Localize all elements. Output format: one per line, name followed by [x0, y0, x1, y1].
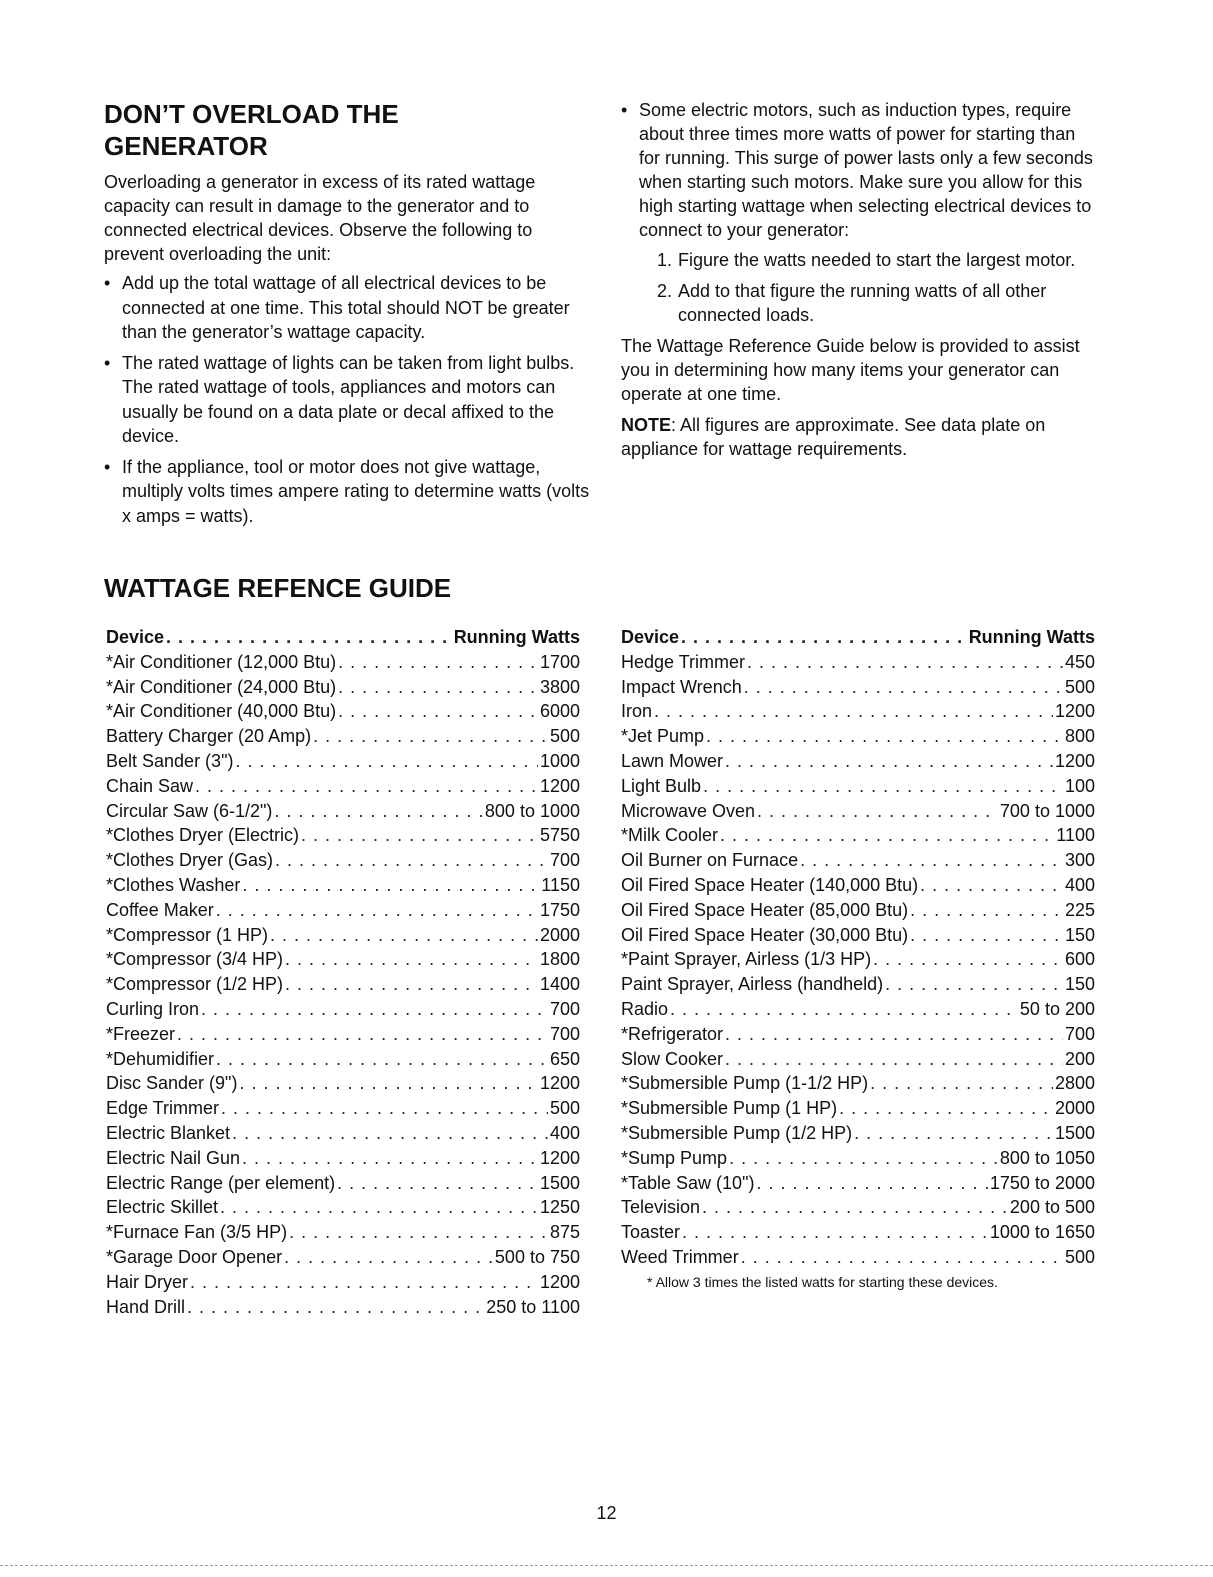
bullet-icon: •	[621, 100, 628, 120]
device-name: *Table Saw (10")	[621, 1172, 755, 1193]
device-name: Curling Iron	[106, 998, 200, 1019]
device-name: Oil Fired Space Heater (85,000 Btu)	[621, 899, 909, 920]
leader-dots	[720, 823, 1054, 848]
leader-dots	[242, 873, 539, 898]
step-item: 2. Add to that figure the running watts of all other connected loads.	[657, 281, 1047, 325]
running-watts: 400	[549, 1122, 580, 1143]
running-watts: 1200	[539, 1073, 580, 1094]
table-row	[621, 650, 1095, 675]
device-name: Oil Burner on Furnace	[621, 850, 799, 871]
leader-dots	[232, 1121, 548, 1146]
leader-dots	[885, 972, 1063, 997]
overload-section-left	[104, 98, 590, 534]
device-name: Electric Nail Gun	[106, 1147, 241, 1168]
leader-dots	[747, 650, 1063, 675]
table-row	[621, 873, 1095, 898]
leader-dots	[301, 823, 538, 848]
table-row	[621, 947, 1095, 972]
running-watts: 700	[549, 850, 580, 871]
running-watts: 800 to 1050	[999, 1147, 1095, 1168]
running-watts: 500	[1064, 1246, 1095, 1267]
leader-dots	[702, 1195, 1008, 1220]
leader-dots	[166, 625, 452, 650]
device-name: Oil Fired Space Heater (30,000 Btu)	[621, 924, 909, 945]
running-watts: 650	[549, 1048, 580, 1069]
table-row	[106, 1245, 580, 1270]
running-watts: 1000 to 1650	[989, 1222, 1095, 1243]
running-watts: 1700	[539, 651, 580, 672]
table-row	[106, 1195, 580, 1220]
device-name: Toaster	[621, 1222, 681, 1243]
device-name: Slow Cooker	[621, 1048, 724, 1069]
table-row	[106, 1121, 580, 1146]
leader-dots	[285, 972, 538, 997]
step-item: 1. Figure the watts needed to start the largest motor.	[657, 250, 1076, 270]
running-watts: 1200	[539, 775, 580, 796]
running-watts: 1500	[1054, 1122, 1095, 1143]
table-row	[106, 1022, 580, 1047]
running-watts: 1500	[539, 1172, 580, 1193]
table-row	[621, 675, 1095, 700]
device-name: Belt Sander (3")	[106, 750, 234, 771]
table-row	[106, 1071, 580, 1096]
running-watts: 800 to 1000	[484, 800, 580, 821]
table-row	[621, 774, 1095, 799]
leader-dots	[744, 675, 1063, 700]
leader-dots	[216, 1047, 548, 1072]
leader-dots	[187, 1295, 484, 1320]
device-name: Impact Wrench	[621, 676, 742, 697]
leader-dots	[741, 1245, 1063, 1270]
note-paragraph	[621, 413, 1099, 461]
device-name: *Compressor (1 HP)	[106, 924, 269, 945]
header-running-watts: Running Watts	[968, 627, 1095, 647]
device-name: Battery Charger (20 Amp)	[106, 726, 312, 747]
section-title	[104, 98, 590, 162]
table-row	[106, 724, 580, 749]
device-name: *Refrigerator	[621, 1023, 724, 1044]
device-name: Hedge Trimmer	[621, 651, 746, 672]
leader-dots	[239, 1071, 538, 1096]
table-row	[621, 898, 1095, 923]
device-name: Coffee Maker	[106, 899, 214, 920]
table-row	[621, 1096, 1095, 1121]
table-row	[621, 724, 1095, 749]
table-row	[621, 1071, 1095, 1096]
device-name: Weed Trimmer	[621, 1246, 739, 1267]
running-watts: 700	[549, 1023, 580, 1044]
leader-dots	[201, 997, 548, 1022]
leader-dots	[725, 749, 1053, 774]
leader-dots	[682, 1220, 988, 1245]
page-number: 12	[596, 1503, 617, 1523]
leader-dots	[725, 1022, 1063, 1047]
running-watts: 200	[1064, 1048, 1095, 1069]
running-watts: 2000	[539, 924, 580, 945]
running-watts: 50 to 200	[1019, 998, 1095, 1019]
table-row	[106, 1096, 580, 1121]
running-watts: 225	[1064, 899, 1095, 920]
device-name: *Sump Pump	[621, 1147, 728, 1168]
bullet-item: • Some electric motors, such as induction types, require about three times more watts of power for starting than for running. This surge of power lasts only a few seconds when starting such motors. Make sure you allow for this high starting wattage when selecting electrical devices to connect to your generator:	[621, 100, 1093, 240]
running-watts: 2000	[1054, 1098, 1095, 1119]
bullet-icon: •	[104, 273, 111, 293]
wattage-table-left	[106, 625, 580, 1319]
leader-dots	[854, 1121, 1053, 1146]
running-watts: 150	[1064, 924, 1095, 945]
running-watts: 1200	[1054, 701, 1095, 722]
guide-title: WATTAGE REFENCE GUIDE	[104, 573, 452, 603]
device-name: Electric Skillet	[106, 1197, 219, 1218]
running-watts: 2800	[1054, 1073, 1095, 1094]
device-name: *Jet Pump	[621, 726, 705, 747]
leader-dots	[681, 625, 967, 650]
running-watts: 5750	[539, 825, 580, 846]
leader-dots	[216, 898, 538, 923]
leader-dots	[313, 724, 548, 749]
leader-dots	[757, 799, 998, 824]
running-watts: 150	[1064, 974, 1095, 995]
leader-dots	[190, 1270, 538, 1295]
leader-dots	[910, 923, 1063, 948]
running-watts: 500	[1064, 676, 1095, 697]
running-watts: 1750	[539, 899, 580, 920]
table-row	[621, 972, 1095, 997]
device-name: Microwave Oven	[621, 800, 756, 821]
table-row	[106, 749, 580, 774]
running-watts: 500 to 750	[494, 1246, 580, 1267]
running-watts: 700	[549, 998, 580, 1019]
table-row	[621, 1220, 1095, 1245]
bottom-divider	[0, 1565, 1213, 1566]
leader-dots	[725, 1047, 1063, 1072]
table-row	[106, 972, 580, 997]
leader-dots	[338, 650, 538, 675]
device-name: Light Bulb	[621, 775, 702, 796]
running-watts: 1200	[1054, 750, 1095, 771]
device-name: Chain Saw	[106, 775, 194, 796]
leader-dots	[177, 1022, 548, 1047]
running-watts: 400	[1064, 874, 1095, 895]
running-watts: 800	[1064, 726, 1095, 747]
running-watts: 200 to 500	[1009, 1197, 1095, 1218]
header-device: Device	[621, 627, 680, 647]
running-watts: 100	[1064, 775, 1095, 796]
device-name: Paint Sprayer, Airless (handheld)	[621, 974, 884, 995]
table-row	[106, 1047, 580, 1072]
table-row	[106, 650, 580, 675]
device-name: *Paint Sprayer, Airless (1/3 HP)	[621, 949, 872, 970]
table-row	[106, 923, 580, 948]
table-row	[106, 1171, 580, 1196]
table-header	[106, 625, 580, 650]
table-row	[621, 823, 1095, 848]
table-row	[621, 997, 1095, 1022]
table-row	[106, 873, 580, 898]
table-row	[621, 1022, 1095, 1047]
running-watts: 1000	[539, 750, 580, 771]
device-name: *Submersible Pump (1-1/2 HP)	[621, 1073, 869, 1094]
device-name: Oil Fired Space Heater (140,000 Btu)	[621, 874, 919, 895]
leader-dots	[800, 848, 1063, 873]
device-name: *Submersible Pump (1 HP)	[621, 1098, 838, 1119]
leader-dots	[235, 749, 538, 774]
running-watts: 1800	[539, 949, 580, 970]
table-row	[621, 799, 1095, 824]
table-row	[106, 1220, 580, 1245]
running-watts: 500	[549, 1098, 580, 1119]
leader-dots	[289, 1220, 548, 1245]
table-row	[106, 848, 580, 873]
leader-dots	[275, 848, 548, 873]
bullet-item: • Add up the total wattage of all electrical devices to be connected at one time. This total should NOT be greater than the generator’s wattage capacity.	[104, 273, 570, 342]
leader-dots	[756, 1171, 987, 1196]
bullet-item: • The rated wattage of lights can be taken from light bulbs. The rated wattage of tools, appliances and motors can usually be found on a data plate or decal affixed to the device.	[104, 352, 575, 446]
device-name: Edge Trimmer	[106, 1098, 220, 1119]
device-name: *Compressor (3/4 HP)	[106, 949, 284, 970]
table-row	[106, 699, 580, 724]
starting-watts-footnote: * Allow 3 times the listed watts for starting these devices.	[647, 1273, 998, 1290]
running-watts: 300	[1064, 850, 1095, 871]
device-name: *Air Conditioner (12,000 Btu)	[106, 651, 337, 672]
running-watts: 1150	[541, 874, 580, 895]
leader-dots	[654, 699, 1053, 724]
leader-dots	[270, 923, 538, 948]
header-device: Device	[106, 627, 165, 647]
leader-dots	[706, 724, 1063, 749]
device-name: Disc Sander (9")	[106, 1073, 238, 1094]
table-row	[621, 699, 1095, 724]
device-name: *Clothes Dryer (Gas)	[106, 850, 274, 871]
leader-dots	[337, 1171, 538, 1196]
device-name: Television	[621, 1197, 701, 1218]
bullet-icon: •	[104, 352, 111, 373]
table-row	[106, 675, 580, 700]
leader-dots	[870, 1071, 1053, 1096]
device-name: *Garage Door Opener	[106, 1246, 283, 1267]
table-row	[621, 1171, 1095, 1196]
device-name: Hand Drill	[106, 1296, 186, 1317]
running-watts: 3800	[539, 676, 580, 697]
wattage-table-right	[621, 625, 1095, 1292]
note-label: NOTE	[621, 415, 672, 435]
device-name: *Submersible Pump (1/2 HP)	[621, 1122, 853, 1143]
running-watts: 1750 to 2000	[989, 1172, 1095, 1193]
device-name: *Air Conditioner (40,000 Btu)	[106, 701, 337, 722]
device-name: *Milk Cooler	[621, 825, 719, 846]
running-watts: 1200	[539, 1147, 580, 1168]
table-row	[106, 823, 580, 848]
overload-bullet-list	[104, 271, 590, 528]
table-row	[621, 848, 1095, 873]
device-name: Electric Range (per element)	[106, 1172, 336, 1193]
header-running-watts: Running Watts	[453, 627, 580, 647]
device-name: Electric Blanket	[106, 1122, 231, 1143]
table-row	[621, 1245, 1095, 1270]
table-row	[621, 749, 1095, 774]
device-name: *Furnace Fan (3/5 HP)	[106, 1222, 288, 1243]
bullet-icon: •	[104, 456, 111, 477]
running-watts: 1100	[1056, 825, 1095, 846]
running-watts: 500	[549, 726, 580, 747]
leader-dots	[729, 1146, 998, 1171]
table-row	[106, 1270, 580, 1295]
device-name: Iron	[621, 701, 653, 722]
running-watts: 450	[1064, 651, 1095, 672]
table-row	[621, 1121, 1095, 1146]
leader-dots	[670, 997, 1018, 1022]
device-name: Radio	[621, 998, 669, 1019]
table-row	[621, 1195, 1095, 1220]
table-row	[106, 1295, 580, 1320]
table-row	[106, 1146, 580, 1171]
bullet-item: • If the appliance, tool or motor does not give wattage, multiply volts times ampere rating to determine watts (volts x amps = watts).	[104, 456, 590, 526]
table-row	[621, 1047, 1095, 1072]
section-title-line1: DON’T OVERLOAD THE	[104, 99, 399, 129]
table-row	[106, 997, 580, 1022]
intro-paragraph: Overloading a generator in excess of its rated wattage capacity can result in damage to the generator and to connected electrical devices. Observe the following to prevent overloading the unit:	[104, 172, 536, 264]
table-row	[106, 774, 580, 799]
running-watts: 1250	[539, 1197, 580, 1218]
leader-dots	[839, 1096, 1053, 1121]
running-watts: 6000	[539, 701, 580, 722]
device-name: Hair Dryer	[106, 1271, 189, 1292]
table-row	[621, 1146, 1095, 1171]
leader-dots	[873, 947, 1063, 972]
leader-dots	[703, 774, 1063, 799]
leader-dots	[274, 799, 482, 824]
leader-dots	[221, 1096, 548, 1121]
device-name: Lawn Mower	[621, 750, 724, 771]
device-name: *Compressor (1/2 HP)	[106, 974, 284, 995]
motor-bullet-list	[621, 98, 1099, 242]
table-header	[621, 625, 1095, 650]
table-row	[621, 923, 1095, 948]
running-watts: 875	[549, 1222, 580, 1243]
running-watts: 1200	[539, 1271, 580, 1292]
table-row	[106, 898, 580, 923]
leader-dots	[338, 699, 538, 724]
table-row	[106, 799, 580, 824]
leader-dots	[195, 774, 538, 799]
leader-dots	[242, 1146, 538, 1171]
leader-dots	[920, 873, 1063, 898]
leader-dots	[284, 1245, 493, 1270]
steps-list	[621, 248, 1099, 327]
device-name: *Dehumidifier	[106, 1048, 215, 1069]
running-watts: 250 to 1100	[486, 1296, 580, 1317]
leader-dots	[910, 898, 1063, 923]
running-watts: 600	[1064, 949, 1095, 970]
overload-section-right	[621, 98, 1099, 466]
device-name: Circular Saw (6-1/2")	[106, 800, 273, 821]
running-watts: 700 to 1000	[999, 800, 1095, 821]
running-watts: 700	[1064, 1023, 1095, 1044]
device-name: *Clothes Washer	[106, 874, 241, 895]
leader-dots	[220, 1195, 538, 1220]
table-row	[106, 947, 580, 972]
device-name: *Freezer	[106, 1023, 176, 1044]
note-text: : All figures are approximate. See data plate on appliance for wattage requirements.	[621, 415, 1046, 459]
section-title-line2: GENERATOR	[104, 131, 268, 161]
device-name: *Air Conditioner (24,000 Btu)	[106, 676, 337, 697]
guide-intro-paragraph: The Wattage Reference Guide below is provided to assist you in determining how many items your generator can operate at one time.	[621, 336, 1080, 404]
running-watts: 1400	[539, 974, 580, 995]
leader-dots	[285, 947, 538, 972]
leader-dots	[338, 675, 538, 700]
device-name: *Clothes Dryer (Electric)	[106, 825, 300, 846]
